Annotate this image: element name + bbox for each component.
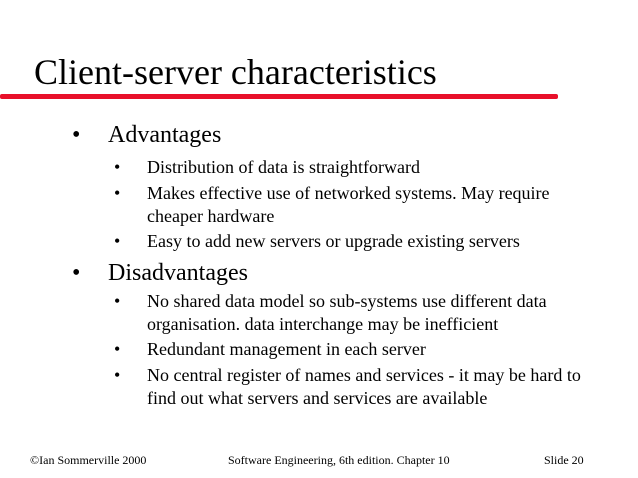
footer-course: Software Engineering, 6th edition. Chapter 10	[228, 453, 450, 467]
footer-copyright: ©Ian Sommerville 2000	[30, 453, 147, 467]
list-item	[114, 182, 587, 228]
list-item	[114, 230, 587, 253]
title-underline	[0, 94, 558, 99]
list-item-text: No shared data model so sub-systems use different data organisation. data interchange may be inefficient	[147, 291, 547, 334]
list-item-text: Redundant management in each server	[147, 339, 426, 359]
list-item	[114, 364, 587, 410]
list-item-text: Distribution of data is straightforward	[147, 157, 420, 177]
list-item-text: No central register of names and services - it may be hard to find out what servers and services are available	[147, 365, 581, 408]
section-heading-disadvantages	[72, 259, 248, 287]
bullet-icon: •	[114, 231, 121, 251]
section-heading-label: Disadvantages	[108, 260, 248, 286]
bullet-icon: •	[114, 183, 121, 203]
section-heading-label: Advantages	[108, 122, 222, 148]
list-item	[114, 290, 587, 336]
bullet-icon: •	[114, 291, 121, 311]
list-item	[114, 156, 587, 179]
bullet-icon: •	[72, 260, 81, 286]
bullet-icon: •	[114, 157, 121, 177]
bullet-icon: •	[114, 339, 121, 359]
section-heading-advantages	[72, 121, 222, 149]
list-item	[114, 338, 587, 361]
bullet-icon: •	[114, 365, 121, 385]
slide-title: Client-server characteristics	[34, 52, 437, 92]
list-item-text: Easy to add new servers or upgrade existing servers	[147, 231, 520, 251]
bullet-icon: •	[72, 122, 81, 148]
footer-slide-number: Slide 20	[544, 453, 584, 467]
list-item-text: Makes effective use of networked systems. May require cheaper hardware	[147, 183, 550, 226]
